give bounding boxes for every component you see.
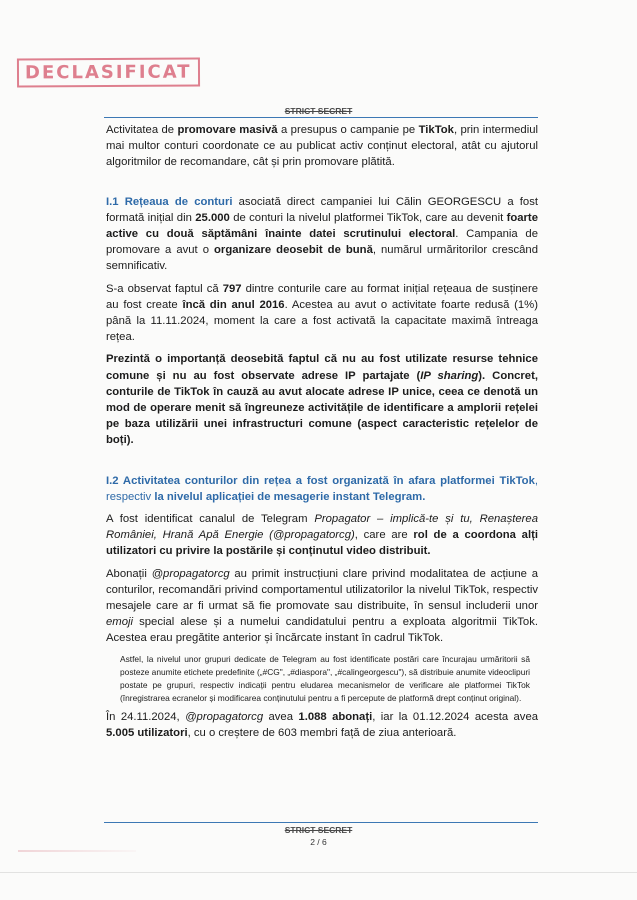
text-run: În 24.11.2024, (106, 710, 186, 723)
italic-run: Propagator – implică-te și tu, Renașterea României, Hrană Apă Energie (@propagatorcg) (106, 513, 538, 542)
bold-run: organizare deosebit de bună (214, 244, 373, 257)
bold-run: 5.005 utilizatori (106, 726, 188, 739)
section2-note: Astfel, la nivelul unor grupuri dedicate de Telegram au fost identificate postări care încurajau urmăritorii să posteze anumite etichete predefinite („#CG", „#diaspora", „#calingeorgescu"), să distribuie anumite videoclipuri postate pe grupuri, respectiv indicații pentru eludarea mecanismelor de verificare ale platformei TikTok (înregistrarea ecranelor și modificarea conținutului pentru a fi percepute de platformă drept conținut original). (120, 653, 530, 703)
section1-paragraph1 (106, 194, 538, 275)
section2-heading-tail: , respectiv (106, 474, 538, 503)
text-run: , care are (354, 529, 414, 542)
text-run: Prezintă o importanță deosebită faptul că nu au fost utilizate resurse tehnice comune și nu au fost observate adrese IP partajate ( (106, 353, 538, 382)
text-run: au primit instrucțiuni clare privind modalitatea de acțiune a conturilor, recomandări privind comportamentul utilizatorilor la nivelul TikTok, respectiv mesajele care ar fi urmat să fie promovate sau distribuite, în sensul includerii unor (106, 567, 538, 613)
section1-heading: I.1 Rețeaua de conturi (106, 195, 233, 208)
bold-run: 1.088 abonați (298, 710, 373, 723)
bold-run: 25.000 (195, 211, 230, 224)
text-run: Abonații (106, 567, 152, 580)
italic-run: IP sharing (420, 369, 479, 382)
text-run: S-a observat faptul că (106, 282, 223, 295)
text-run: , iar la 01.12.2024 acesta avea (372, 710, 539, 723)
bold-run: TikTok (418, 124, 454, 136)
italic-run: @propagatorcg (151, 567, 230, 580)
text-run: A fost identificat canalul de Telegram (106, 513, 315, 526)
bold-run: 797 (222, 282, 242, 295)
bold-run: promovare masivă (177, 124, 278, 136)
text-run: ). Concret, conturile de TikTok în cauză au avut alocate adrese IP unice, ceea ce denotă un mod de operare menit să îngreuneze activitățile de identificare a amplorii rețelei pe baza utilizării unei infrastructuri comune (aspect caracteristic rețelelor de boți). (106, 369, 538, 447)
declassified-stamp: DECLASIFICAT (17, 58, 200, 88)
text-run: avea (263, 710, 299, 723)
footer-classification: STRICT SECRET (284, 825, 353, 835)
footer-rule (104, 822, 538, 823)
section2-heading-paragraph (106, 473, 538, 505)
scan-edge-line (0, 872, 637, 873)
header-classification: STRICT SECRET (284, 106, 353, 116)
document-body (106, 122, 538, 741)
section1-paragraph2 (106, 281, 538, 346)
bold-run: rol de a coordona alți utilizatori cu privire la postările și conținutul video distribuit. (106, 529, 539, 558)
section2-heading: I.2 Activitatea conturilor din rețea a fost organizată în afara platformei TikTok (106, 474, 535, 487)
text-run: , prin intermediul mai multor conturi coordonate ce au publicat activ conținut electoral, atât cu ajutorul algoritmilor de recomandare, cât și prin promovare plătită. (106, 124, 538, 169)
text-run: , cu o creștere de 603 membri față de ziua anterioară. (187, 726, 457, 739)
bold-run: încă din anul 2016 (182, 298, 285, 311)
section2-paragraph1 (106, 511, 538, 560)
text-run: dintre conturile care au format inițial rețeaua de susținere au fost create (106, 282, 538, 311)
text-run: . Acestea au avut o activitate foarte redusă (1%) până la 11.11.2024, moment la care a fost activată la capacitate maximă întreaga rețea. (106, 298, 538, 344)
section2-heading-tail-bold: la nivelul aplicației de mesagerie instant Telegram. (154, 490, 426, 503)
italic-run: emoji (106, 616, 133, 629)
bold-run: foarte active cu două săptămâni înainte datei scrutinului electoral (106, 211, 538, 241)
text-run: , numărul urmăritorilor crescând semnificativ. (106, 244, 538, 273)
text-run: . Campania de promovare a avut o (106, 228, 538, 257)
section2-paragraph2 (106, 566, 538, 647)
scan-artifact (18, 850, 136, 852)
text-run: de conturi la nivelul platformei TikTok, care au devenit (229, 211, 507, 224)
italic-run: @propagatorcg (185, 710, 264, 723)
text-run: Activitatea de (106, 124, 178, 136)
text-run: a presupus o campanie pe (277, 124, 419, 136)
text-run: special alese și a numelui candidatului pentru a exploata algoritmii TikTok. Acestea erau pregătite anterior și încărcate instant în cadrul TikTok. (106, 616, 538, 645)
section1-paragraph3 (106, 351, 538, 448)
text-run: asociată direct campaniei lui Călin GEORGESCU a fost formată inițial din (106, 195, 538, 224)
section2-paragraph3 (106, 709, 538, 741)
intro-paragraph (106, 122, 538, 171)
header-rule (104, 117, 538, 118)
page-number: 2 / 6 (310, 837, 327, 847)
